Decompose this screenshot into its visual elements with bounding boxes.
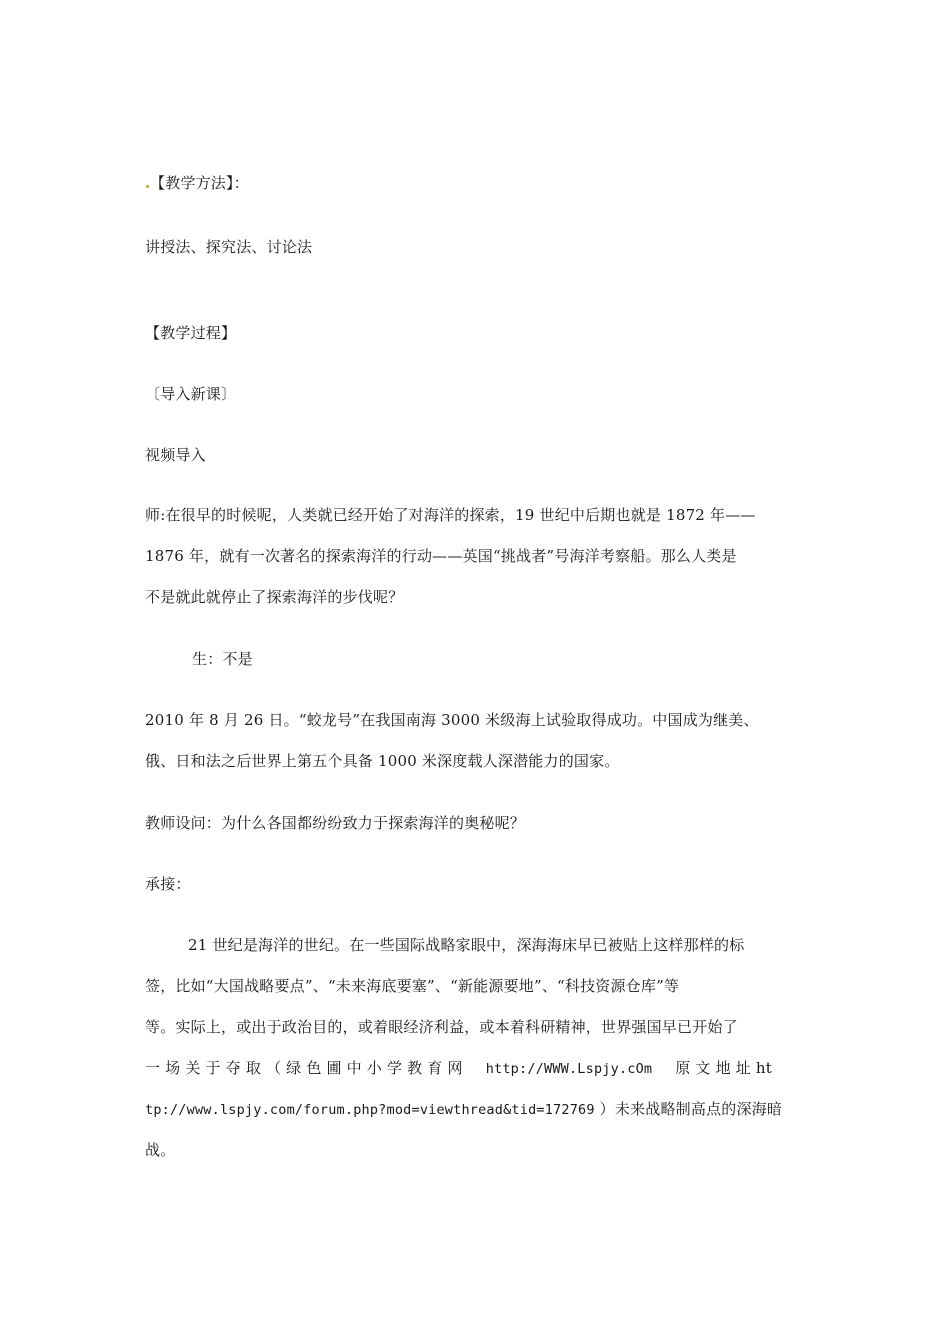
marker-dot xyxy=(146,185,149,188)
paragraph-line-6: 战。 xyxy=(145,1141,176,1159)
student-answer: 生：不是 xyxy=(192,650,253,668)
jiaolong-line-1: 2010 年 8 月 26 日。“蛟龙号”在我国南海 3000 米级海上试验取得成功。中国成为继美、 xyxy=(145,711,759,729)
source-url-link[interactable]: tp://www.lspjy.com/forum.php?mod=viewthread&tid=172769 xyxy=(145,1102,595,1118)
heading-teaching-method: 【教学方法】： xyxy=(145,173,249,193)
teacher-line-1: 师:在很早的时候呢，人类就已经开始了对海洋的探索，19 世纪中后期也就是 1872 年—— xyxy=(145,506,756,524)
paragraph-line-5-text: ）未来战略制高点的深海暗 xyxy=(599,1100,783,1118)
heading-teaching-process: 【教学过程】 xyxy=(145,324,237,342)
teacher-question: 教师设问：为什么各国都纷纷致力于探索海洋的奥秘呢？ xyxy=(145,814,526,832)
teaching-methods-text: 讲授法、探究法、讨论法 xyxy=(145,238,313,256)
teacher-line-3: 不是就此就停止了探索海洋的步伐呢？ xyxy=(145,588,404,606)
teacher-line-2: 1876 年，就有一次著名的探索海洋的行动——英国“挑战者”号海洋考察船。那么人类是 xyxy=(145,547,737,565)
paragraph-line-4 xyxy=(145,1058,772,1079)
jiaolong-line-2: 俄、日和法之后世界上第五个具备 1000 米深度载人深潜能力的国家。 xyxy=(145,752,620,770)
paragraph-line-4-text: 一 场 关 于 夺 取 （ 绿 色 圃 中 小 学 教 育 网 xyxy=(145,1059,463,1077)
site-link[interactable]: http://WWW.Lspjy.cOm xyxy=(485,1061,653,1077)
video-intro-text: 视频导入 xyxy=(145,446,206,464)
transition-label: 承接： xyxy=(145,875,191,893)
paragraph-line-2: 签，比如“大国战略要点”、“未来海底要塞”、“新能源要地”、“科技资源仓库”等 xyxy=(145,977,680,995)
paragraph-line-3: 等。实际上，或出于政治目的，或着眼经济利益，或本着科研精神，世界强国早已开始了 xyxy=(145,1018,738,1036)
paragraph-line-5 xyxy=(145,1099,782,1120)
paragraph-line-4-source: 原 文 地 址 ht xyxy=(675,1059,772,1077)
intro-section-label: 〔导入新课〕 xyxy=(145,385,237,403)
paragraph-line-1: 21 世纪是海洋的世纪。在一些国际战略家眼中，深海海床早已被贴上这样那样的标 xyxy=(188,936,745,954)
